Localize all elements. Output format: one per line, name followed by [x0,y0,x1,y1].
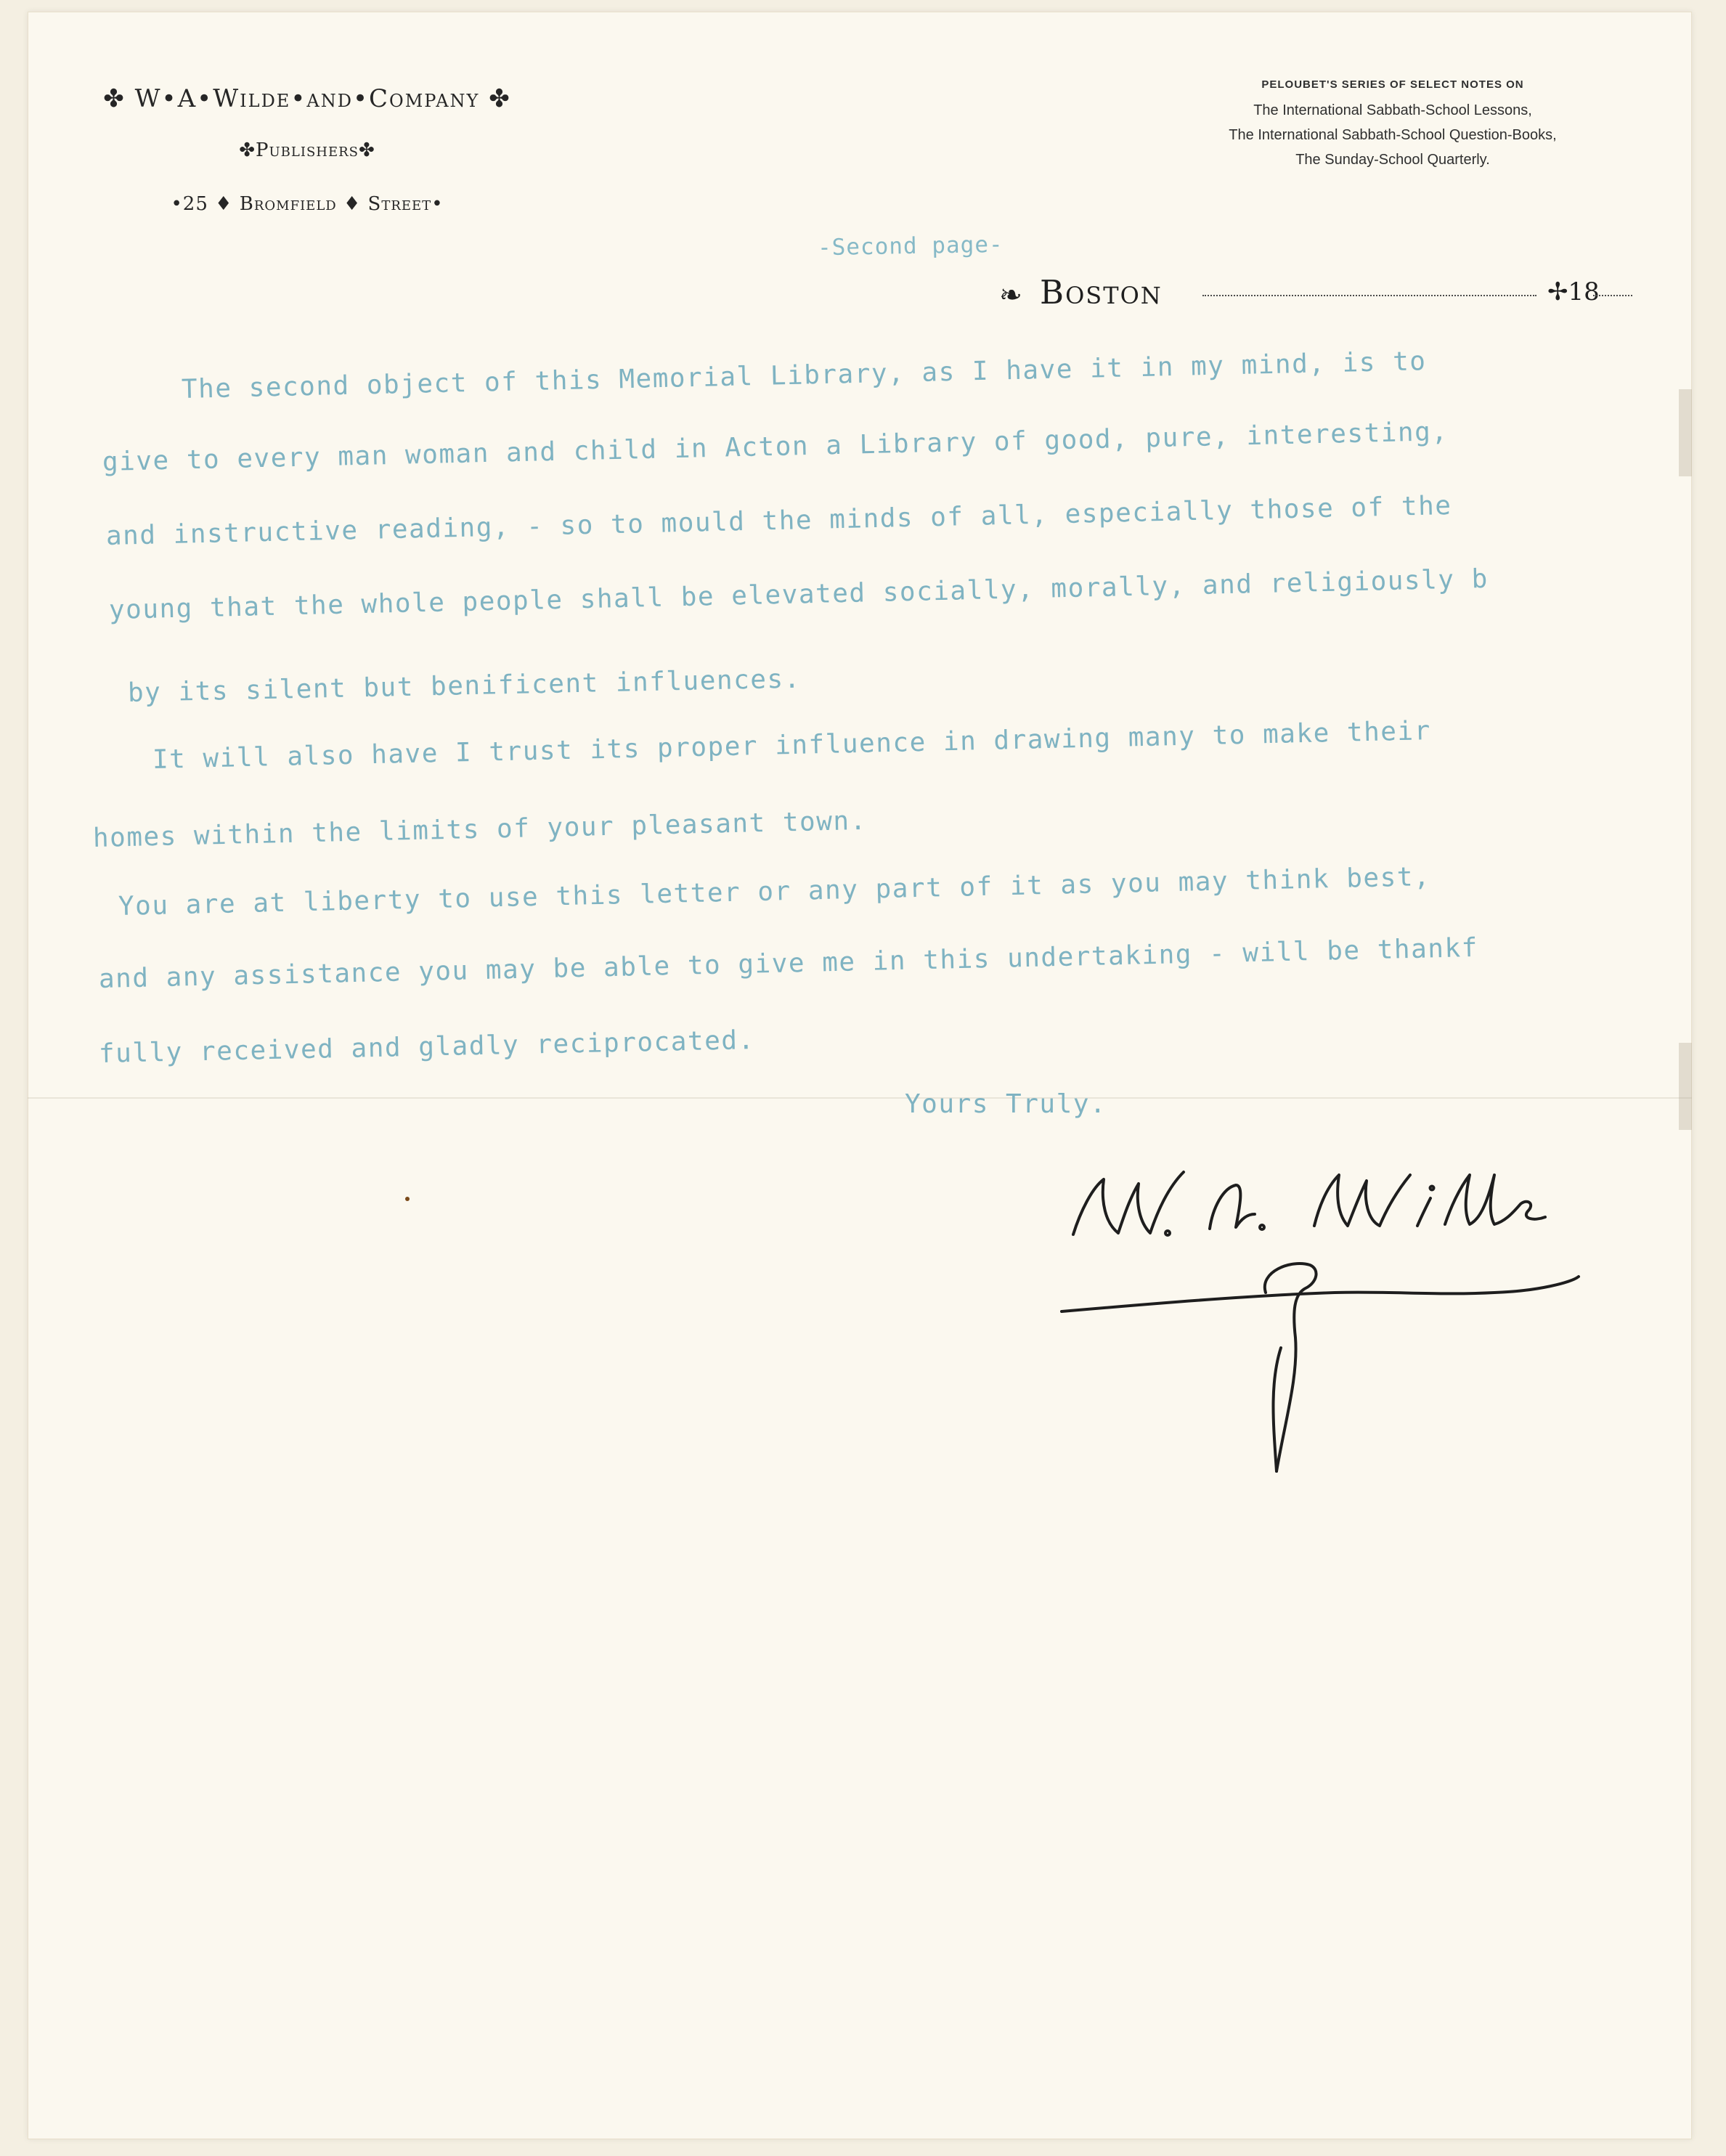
body-line: You are at liberty to use this letter or any part of it as you may think best, [118,861,1431,922]
body-line: young that the whole people shall be elevated socially, morally, and religiously b [108,564,1489,625]
series-item: The Sunday-School Quarterly. [1295,152,1490,168]
body-line: The second object of this Memorial Library, as I have it in my mind, is to [181,346,1427,404]
body-line: and any assistance you may be able to give me in this undertaking - will be thankf [98,932,1479,994]
series-title: PELOUBET'S SERIES OF SELECT NOTES ON [1261,78,1524,91]
paper-spot [405,1197,410,1201]
series-item: The International Sabbath-School Question-Books, [1229,127,1557,143]
publishers-label: ✤Publishers✤ [239,139,375,161]
body-line: It will also have I trust its proper influence in drawing many to make their [152,716,1432,775]
letter-body [28,12,1692,2139]
company-name: ✤ W•A•Wilde•and•Company ✤ [103,84,511,113]
handwritten-signature [1059,1166,1611,1486]
body-line: give to every man woman and child in Acton a Library of good, pure, interesting, [102,416,1449,477]
series-item: The International Sabbath-School Lessons, [1253,102,1532,118]
body-line: homes within the limits of your pleasant town. [92,805,868,853]
city-name: Boston [1040,273,1163,312]
body-line: and instructive reading, - so to mould the minds of all, especially those of the [105,490,1452,551]
body-line: fully received and gladly reciprocated. [98,1025,756,1069]
page-marker: -Second page- [817,231,1004,261]
floral-ornament-icon: ❧ [999,279,1022,311]
closing-phrase: Yours Truly. [905,1089,1107,1119]
year-prefix: ✢18 [1547,277,1600,306]
signature-text: W. A. Wilde [1059,1166,1063,1167]
letter-page [28,12,1692,2139]
body-line: by its silent but benificent influences. [127,664,802,708]
street-address: •25 ♦ Bromfield ♦ Street• [171,193,444,215]
